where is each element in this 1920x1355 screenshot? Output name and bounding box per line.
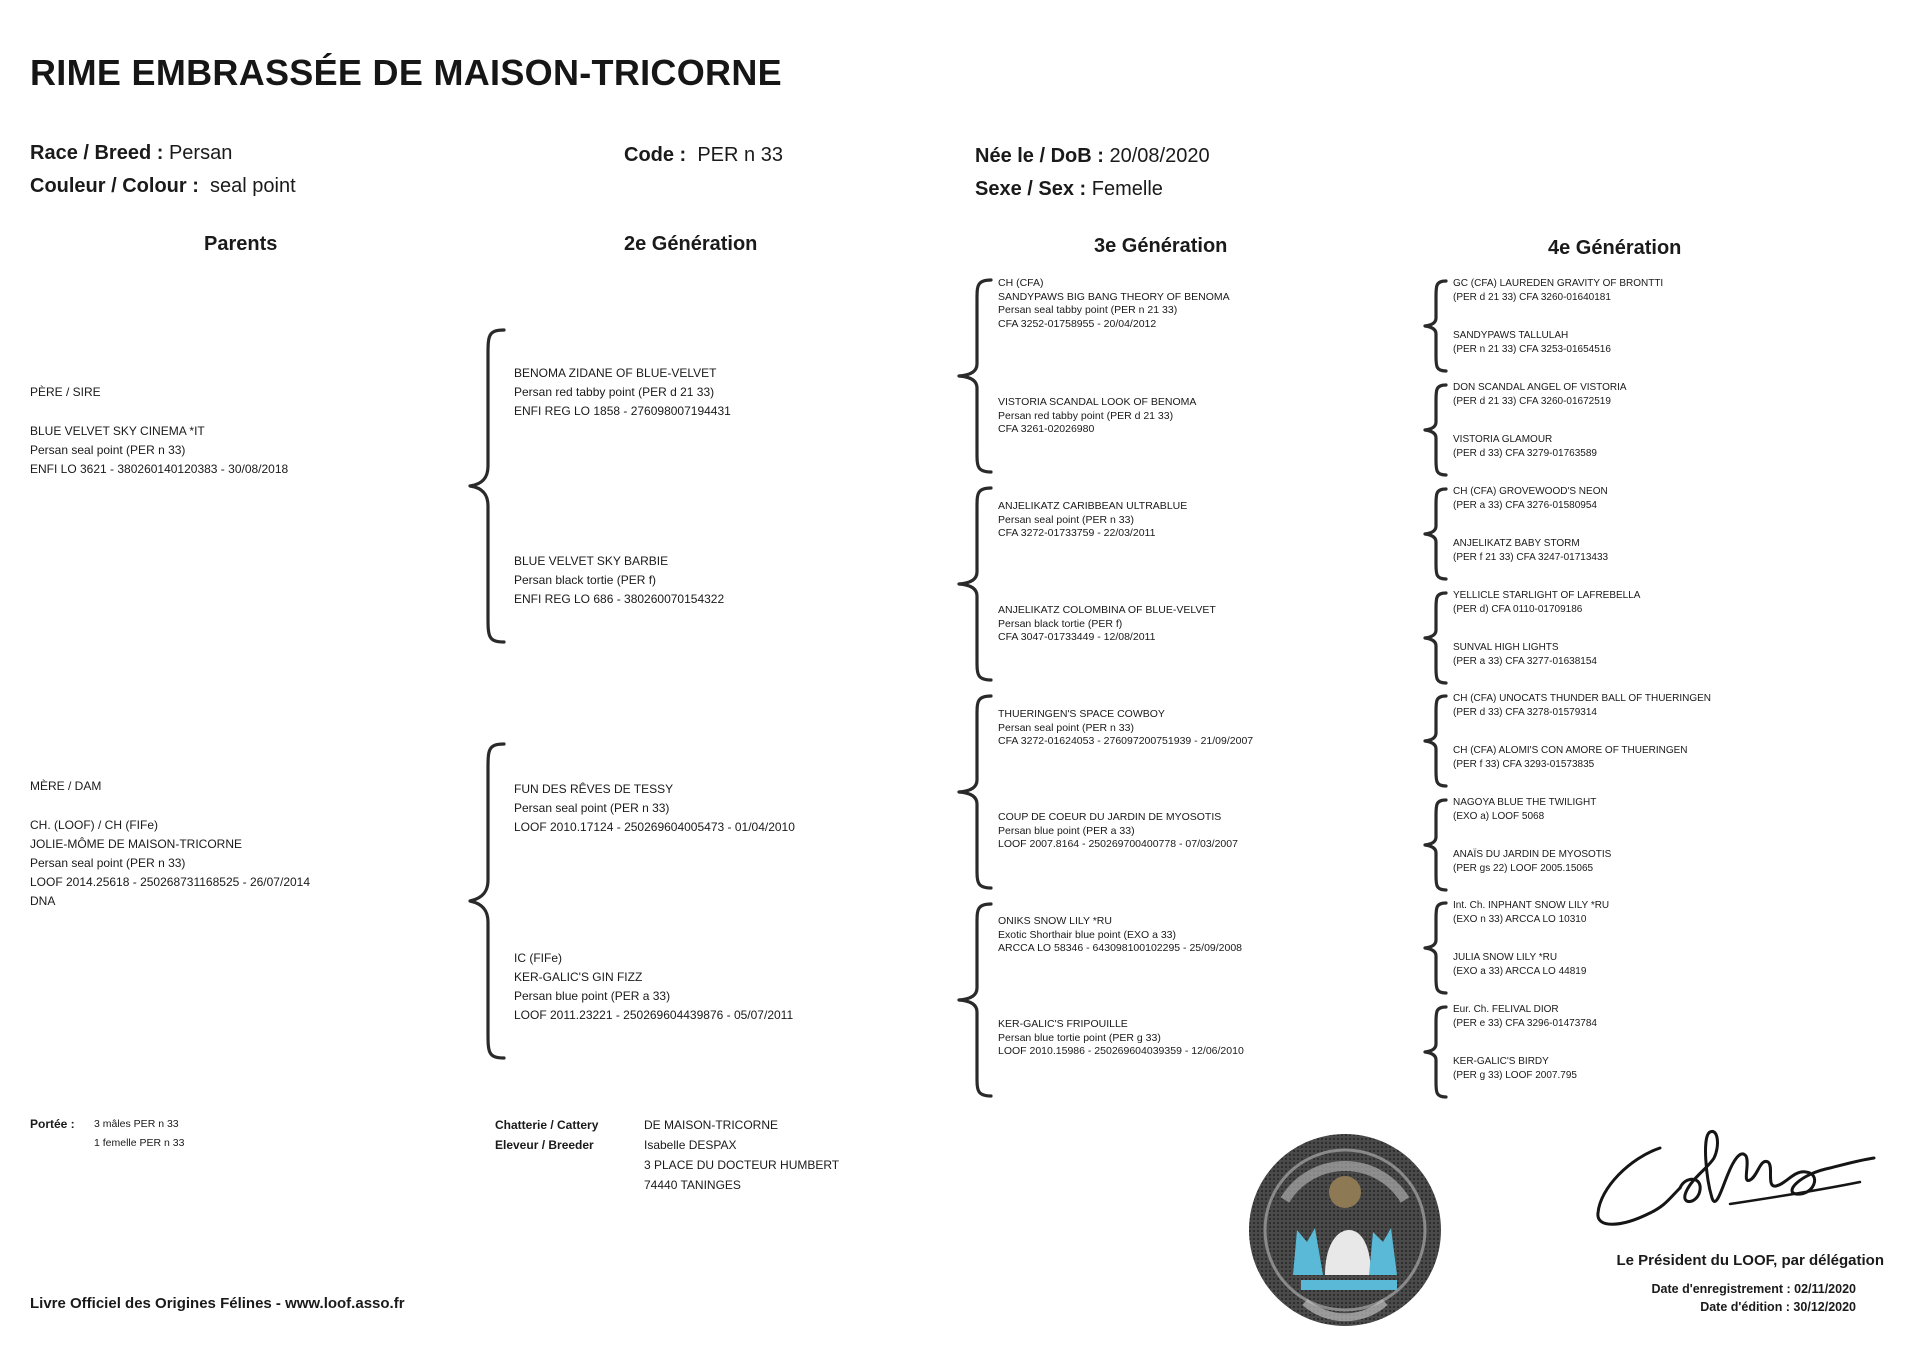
gen4-8-name: SUNVAL HIGH LIGHTS [1453, 642, 1559, 653]
gen3-entry-8 [998, 1018, 1244, 1059]
gen3-brace-1 [955, 276, 995, 476]
gen4-9-name: CH (CFA) UNOCATS THUNDER BALL OF THUERINGEN [1453, 693, 1711, 704]
gen4-6-name: ANJELIKATZ BABY STORM [1453, 538, 1580, 549]
gen2-entry-1 [514, 364, 731, 421]
gen4-14-name: JULIA SNOW LILY *RU [1453, 952, 1558, 963]
president-caption: Le Président du LOOF, par délégation [1616, 1252, 1884, 1269]
gen4-8-reg: (PER a 33) CFA 3277-01638154 [1453, 655, 1597, 667]
gen4-5-name: CH (CFA) GROVEWOOD'S NEON [1453, 486, 1608, 497]
gen3-entry-7 [998, 915, 1242, 956]
gen4-11-reg: (EXO a) LOOF 5068 [1453, 810, 1545, 822]
gen4-entry-9 [1453, 692, 1711, 719]
gen4-10-name: CH (CFA) ALOMI'S CON AMORE OF THUERINGEN [1453, 745, 1688, 756]
gen4-entry-14 [1453, 951, 1586, 978]
loof-seal-icon [1245, 1130, 1445, 1330]
dob-value: 20/08/2020 [1109, 145, 1210, 167]
gen4-entry-12 [1453, 848, 1611, 875]
column-gen4-title: 4e Génération [1548, 237, 1682, 259]
gen3-6-reg: LOOF 2007.8164 - 250269700400778 - 07/03/2007 [998, 838, 1238, 850]
gen3-2-reg: CFA 3261-02026980 [998, 423, 1095, 435]
gen3-brace-2 [955, 484, 995, 684]
dam-name: JOLIE-MÔME DE MAISON-TRICORNE [30, 837, 243, 851]
gen4-6-reg: (PER f 21 33) CFA 3247-01713433 [1453, 551, 1609, 563]
gen2-3-name: FUN DES RÊVES DE TESSY [514, 782, 674, 796]
gen4-14-reg: (EXO a 33) ARCCA LO 44819 [1453, 965, 1587, 977]
gen4-entry-4 [1453, 433, 1597, 460]
gen4-entry-13 [1453, 899, 1609, 926]
gen3-5-reg: CFA 3272-01624053 - 276097200751939 - 21/09/2007 [998, 735, 1254, 747]
cattery-details [644, 1115, 839, 1195]
gen2-brace-dam [466, 740, 508, 1062]
gen3-4-breed: Persan black tortie (PER f) [998, 617, 1123, 630]
gen2-4-name: KER-GALIC'S GIN FIZZ [514, 970, 643, 984]
gen3-7-breed: Exotic Shorthair blue point (EXO a 33) [998, 928, 1177, 941]
gen4-2-name: SANDYPAWS TALLULAH [1453, 330, 1569, 341]
sire-block [30, 383, 288, 479]
gen2-2-breed: Persan black tortie (PER f) [514, 573, 657, 587]
gen3-3-breed: Persan seal point (PER n 33) [998, 513, 1134, 526]
gen4-entry-6 [1453, 537, 1608, 564]
breeder-name: Isabelle DESPAX [644, 1138, 737, 1152]
gen4-entry-7 [1453, 589, 1640, 616]
sire-reg: ENFI LO 3621 - 380260140120383 - 30/08/2018 [30, 462, 289, 476]
column-gen2-title: 2e Génération [624, 233, 758, 255]
sire-breed: Persan seal point (PER n 33) [30, 443, 186, 457]
gen4-2-reg: (PER n 21 33) CFA 3253-01654516 [1453, 343, 1611, 355]
gen4-entry-16 [1453, 1055, 1577, 1082]
gen4-13-reg: (EXO n 33) ARCCA LO 10310 [1453, 913, 1587, 925]
gen4-brace-2 [1422, 382, 1450, 478]
colour-line [30, 175, 296, 198]
dam-reg: LOOF 2014.25618 - 250268731168525 - 26/07/2014 [30, 875, 311, 889]
gen2-3-reg: LOOF 2010.17124 - 250269604005473 - 01/04/2010 [514, 820, 795, 834]
race-label: Race / Breed : [30, 142, 164, 164]
gen2-entry-4 [514, 949, 793, 1025]
gen3-7-name: ONIKS SNOW LILY *RU [998, 915, 1112, 927]
gen4-5-reg: (PER a 33) CFA 3276-01580954 [1453, 499, 1597, 511]
gen4-7-name: YELLICLE STARLIGHT OF LAFREBELLA [1453, 590, 1641, 601]
gen3-brace-3 [955, 692, 995, 892]
gen4-entry-11 [1453, 796, 1596, 823]
gen4-9-reg: (PER d 33) CFA 3278-01579314 [1453, 706, 1597, 718]
cattery-name: DE MAISON-TRICORNE [644, 1118, 779, 1132]
colour-value: seal point [210, 175, 296, 197]
gen4-3-name: DON SCANDAL ANGEL OF VISTORIA [1453, 382, 1627, 393]
colour-label: Couleur / Colour : [30, 175, 199, 197]
gen3-entry-4 [998, 604, 1216, 645]
code-value: PER n 33 [697, 144, 783, 166]
gen4-entry-5 [1453, 485, 1608, 512]
gen4-11-name: NAGOYA BLUE THE TWILIGHT [1453, 797, 1597, 808]
gen4-7-reg: (PER d) CFA 0110-01709186 [1453, 603, 1583, 615]
code-line [624, 144, 783, 167]
gen4-brace-3 [1422, 486, 1450, 582]
dam-block [30, 777, 310, 911]
gen4-1-reg: (PER d 21 33) CFA 3260-01640181 [1453, 291, 1611, 303]
race-line [30, 142, 232, 165]
cattery-labels [495, 1115, 598, 1155]
gen4-3-reg: (PER d 21 33) CFA 3260-01672519 [1453, 395, 1611, 407]
gen2-3-breed: Persan seal point (PER n 33) [514, 801, 670, 815]
dam-label: MÈRE / DAM [30, 779, 102, 793]
gen3-1-name: SANDYPAWS BIG BANG THEORY OF BENOMA [998, 290, 1230, 303]
gen3-entry-5 [998, 708, 1253, 749]
gen3-1-reg: CFA 3252-01758955 - 20/04/2012 [998, 317, 1157, 330]
litter-line-1: 3 mâles PER n 33 [94, 1118, 179, 1130]
gen4-13-name: Int. Ch. INPHANT SNOW LILY *RU [1453, 900, 1610, 911]
gen4-1-name: GC (CFA) LAUREDEN GRAVITY OF BRONTTI [1453, 278, 1664, 289]
dates-block [1652, 1280, 1856, 1316]
gen4-entry-10 [1453, 744, 1688, 771]
dob-line [975, 145, 1210, 168]
sire-name: BLUE VELVET SKY CINEMA *IT [30, 424, 205, 438]
gen2-1-reg: ENFI REG LO 1858 - 276098007194431 [514, 404, 731, 418]
gen3-4-name: ANJELIKATZ COLOMBINA OF BLUE-VELVET [998, 604, 1216, 616]
gen4-entry-1 [1453, 277, 1663, 304]
code-label: Code : [624, 144, 687, 166]
gen4-16-reg: (PER g 33) LOOF 2007.795 [1453, 1069, 1577, 1081]
gen2-1-name: BENOMA ZIDANE OF BLUE-VELVET [514, 366, 717, 380]
cattery-label: Chatterie / Cattery [495, 1118, 599, 1132]
gen3-2-name: VISTORIA SCANDAL LOOK OF BENOMA [998, 396, 1197, 408]
dam-title: CH. (LOOF) / CH (FIFe) [30, 818, 158, 832]
registration-date: Date d'enregistrement : 02/11/2020 [1651, 1282, 1856, 1296]
gen2-2-name: BLUE VELVET SKY BARBIE [514, 554, 669, 568]
gen3-brace-4 [955, 900, 995, 1100]
litter-line-2: 1 femelle PER n 33 [94, 1137, 185, 1149]
litter-label: Portée : [30, 1117, 75, 1131]
breeder-label: Eleveur / Breeder [495, 1138, 594, 1152]
gen3-entry-1 [998, 277, 1230, 331]
gen3-4-reg: CFA 3047-01733449 - 12/08/2011 [998, 631, 1156, 643]
gen4-entry-8 [1453, 641, 1597, 668]
gen2-1-breed: Persan red tabby point (PER d 21 33) [514, 385, 715, 399]
column-gen3-title: 3e Génération [1094, 235, 1228, 257]
gen3-3-name: ANJELIKATZ CARIBBEAN ULTRABLUE [998, 500, 1188, 512]
gen4-brace-7 [1422, 900, 1450, 996]
gen4-16-name: KER-GALIC'S BIRDY [1453, 1056, 1549, 1067]
gen4-10-reg: (PER f 33) CFA 3293-01573835 [1453, 758, 1595, 770]
gen2-entry-2 [514, 552, 724, 609]
race-value: Persan [168, 142, 233, 164]
address-line-1: 3 PLACE DU DOCTEUR HUMBERT [644, 1158, 840, 1172]
gen3-7-reg: ARCCA LO 58346 - 643098100102295 - 25/09/2008 [998, 942, 1243, 954]
gen3-8-reg: LOOF 2010.15986 - 250269604039359 - 12/06/2010 [998, 1045, 1244, 1057]
document-title: RIME EMBRASSÉE DE MAISON-TRICORNE [30, 52, 782, 93]
gen2-4-breed: Persan blue point (PER a 33) [514, 989, 671, 1003]
gen2-brace-sire [466, 326, 508, 646]
sex-label: Sexe / Sex : [975, 178, 1087, 200]
gen3-3-reg: CFA 3272-01733759 - 22/03/2011 [998, 527, 1156, 539]
gen4-4-name: VISTORIA GLAMOUR [1453, 434, 1553, 445]
president-signature [1590, 1118, 1880, 1238]
sex-value: Femelle [1091, 178, 1163, 200]
gen3-6-breed: Persan blue point (PER a 33) [998, 824, 1135, 837]
gen3-8-breed: Persan blue tortie point (PER g 33) [998, 1031, 1161, 1044]
dam-extra: DNA [30, 894, 56, 908]
gen2-entry-3 [514, 780, 795, 837]
gen4-brace-4 [1422, 590, 1450, 686]
gen4-4-reg: (PER d 33) CFA 3279-01763589 [1453, 447, 1597, 459]
gen4-brace-8 [1422, 1004, 1450, 1100]
gen3-5-breed: Persan seal point (PER n 33) [998, 721, 1134, 734]
sire-label: PÈRE / SIRE [30, 385, 101, 399]
gen3-6-name: COUP DE COEUR DU JARDIN DE MYOSOTIS [998, 811, 1222, 823]
gen3-entry-2 [998, 396, 1196, 437]
gen4-brace-6 [1422, 797, 1450, 893]
gen3-2-breed: Persan red tabby point (PER d 21 33) [998, 409, 1174, 422]
gen4-entry-15 [1453, 1003, 1597, 1030]
edition-date: Date d'édition : 30/12/2020 [1700, 1300, 1856, 1314]
gen4-15-reg: (PER e 33) CFA 3296-01473784 [1453, 1017, 1597, 1029]
gen3-5-name: THUERINGEN'S SPACE COWBOY [998, 708, 1165, 720]
gen4-12-reg: (PER gs 22) LOOF 2005.15065 [1453, 862, 1594, 874]
gen2-2-reg: ENFI REG LO 686 - 380260070154322 [514, 592, 725, 606]
gen3-entry-3 [998, 500, 1187, 541]
gen4-entry-2 [1453, 329, 1611, 356]
gen4-15-name: Eur. Ch. FELIVAL DIOR [1453, 1004, 1559, 1015]
gen3-1-breed: Persan seal tabby point (PER n 21 33) [998, 304, 1178, 316]
gen3-1-title: CH (CFA) [998, 277, 1044, 289]
gen4-12-name: ANAÏS DU JARDIN DE MYOSOTIS [1453, 849, 1612, 860]
dob-label: Née le / DoB : [975, 145, 1104, 167]
sex-line [975, 178, 1163, 201]
litter-block [94, 1115, 184, 1153]
gen4-entry-3 [1453, 381, 1627, 408]
footer-text: Livre Officiel des Origines Félines - www.loof.asso.fr [30, 1295, 405, 1312]
gen2-4-title: IC (FIFe) [514, 951, 562, 965]
gen4-brace-1 [1422, 278, 1450, 374]
column-parents-title: Parents [204, 233, 278, 255]
gen3-entry-6 [998, 811, 1238, 852]
gen4-brace-5 [1422, 693, 1450, 789]
dam-breed: Persan seal point (PER n 33) [30, 856, 186, 870]
gen2-4-reg: LOOF 2011.23221 - 250269604439876 - 05/07/2011 [514, 1008, 794, 1022]
gen3-8-name: KER-GALIC'S FRIPOUILLE [998, 1018, 1128, 1030]
address-line-2: 74440 TANINGES [644, 1178, 741, 1192]
